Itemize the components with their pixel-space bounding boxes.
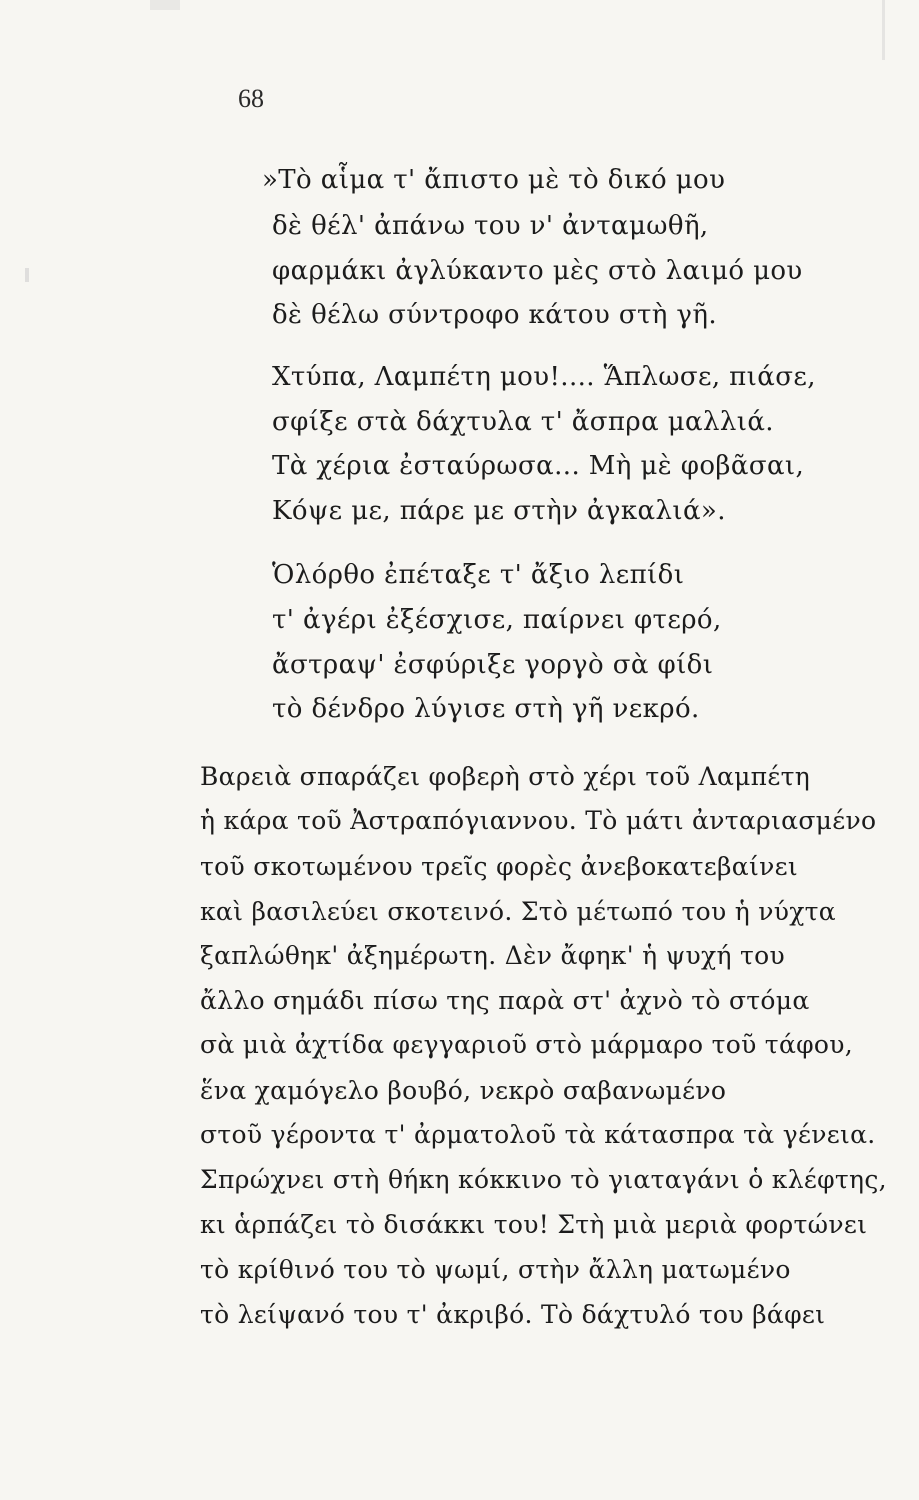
verse-line: τὸ δένδρο λύγισε στὴ γῆ νεκρό. <box>272 694 700 724</box>
prose-line: ἕνα χαμόγελο βουβό, νεκρὸ σαβανωμένο <box>200 1076 727 1105</box>
prose-line: ξαπλώθηκ' ἀξημέρωτη. Δὲν ἄφηκ' ἡ ψυχή του <box>200 941 786 970</box>
verse-line: δὲ θέλω σύντροφο κάτου στὴ γῆ. <box>272 300 718 330</box>
prose-line: ἡ κάρα τοῦ Ἀστραπόγιαννου. Τὸ μάτι ἀνταριασμένο <box>200 806 877 835</box>
prose-line: κι ἁρπάζει τὸ δισάκκι του! Στὴ μιὰ μεριὰ φορτώνει <box>200 1210 868 1239</box>
prose-line: τὸ κρίθινό του τὸ ψωμί, στὴν ἄλλη ματωμένο <box>200 1255 791 1284</box>
scan-mark <box>150 0 180 10</box>
verse-line: δὲ θέλ' ἀπάνω του ν' ἀνταμωθῆ, <box>272 211 709 241</box>
page-number: 68 <box>238 84 264 113</box>
prose-line: Βαρειὰ σπαράζει φοβερὴ στὸ χέρι τοῦ Λαμπέτη <box>200 762 811 791</box>
prose-line: τὸ λείψανό του τ' ἀκριβό. Τὸ δάχτυλό του βάφει <box>200 1300 826 1329</box>
prose-line: ἄλλο σημάδι πίσω της παρὰ στ' ἀχνὸ τὸ στόμα <box>200 986 810 1015</box>
verse-line: Ὁλόρθο ἐπέταξε τ' ἄξιο λεπίδι <box>272 560 685 590</box>
verse-line: σφίξε στὰ δάχτυλα τ' ἄσπρα μαλλιά. <box>272 407 774 437</box>
verse-line: »Τὸ αἷμα τ' ἄπιστο μὲ τὸ δικό μου <box>262 165 726 195</box>
scan-mark <box>25 268 29 282</box>
verse-line: ἄστραψ' ἐσφύριξε γοργὸ σὰ φίδι <box>272 650 714 680</box>
prose-line: στοῦ γέροντα τ' ἀρματολοῦ τὰ κάτασπρα τὰ γένεια. <box>200 1120 876 1149</box>
prose-line: καὶ βασιλεύει σκοτεινό. Στὸ μέτωπό του ἡ νύχτα <box>200 897 836 926</box>
prose-line: σὰ μιὰ ἀχτίδα φεγγαριοῦ στὸ μάρμαρο τοῦ τάφου, <box>200 1030 854 1059</box>
verse-line: Χτύπα, Λαμπέτη μου!.... Ἅπλωσε, πιάσε, <box>272 362 816 392</box>
verse-line: φαρμάκι ἀγλύκαντο μὲς στὸ λαιμό μου <box>272 256 803 286</box>
prose-line: Σπρώχνει στὴ θήκη κόκκινο τὸ γιαταγάνι ὁ κλέφτης, <box>200 1165 887 1194</box>
prose-line: τοῦ σκοτωμένου τρεῖς φορὲς ἀνεβοκατεβαίνει <box>200 852 798 881</box>
verse-line: Κόψε με, πάρε με στὴν ἀγκαλιά». <box>272 496 726 526</box>
scan-mark <box>882 0 885 60</box>
verse-line: τ' ἀγέρι ἐξέσχισε, παίρνει φτερό, <box>272 605 722 635</box>
verse-line: Τὰ χέρια ἐσταύρωσα... Μὴ μὲ φοβᾶσαι, <box>272 451 805 481</box>
